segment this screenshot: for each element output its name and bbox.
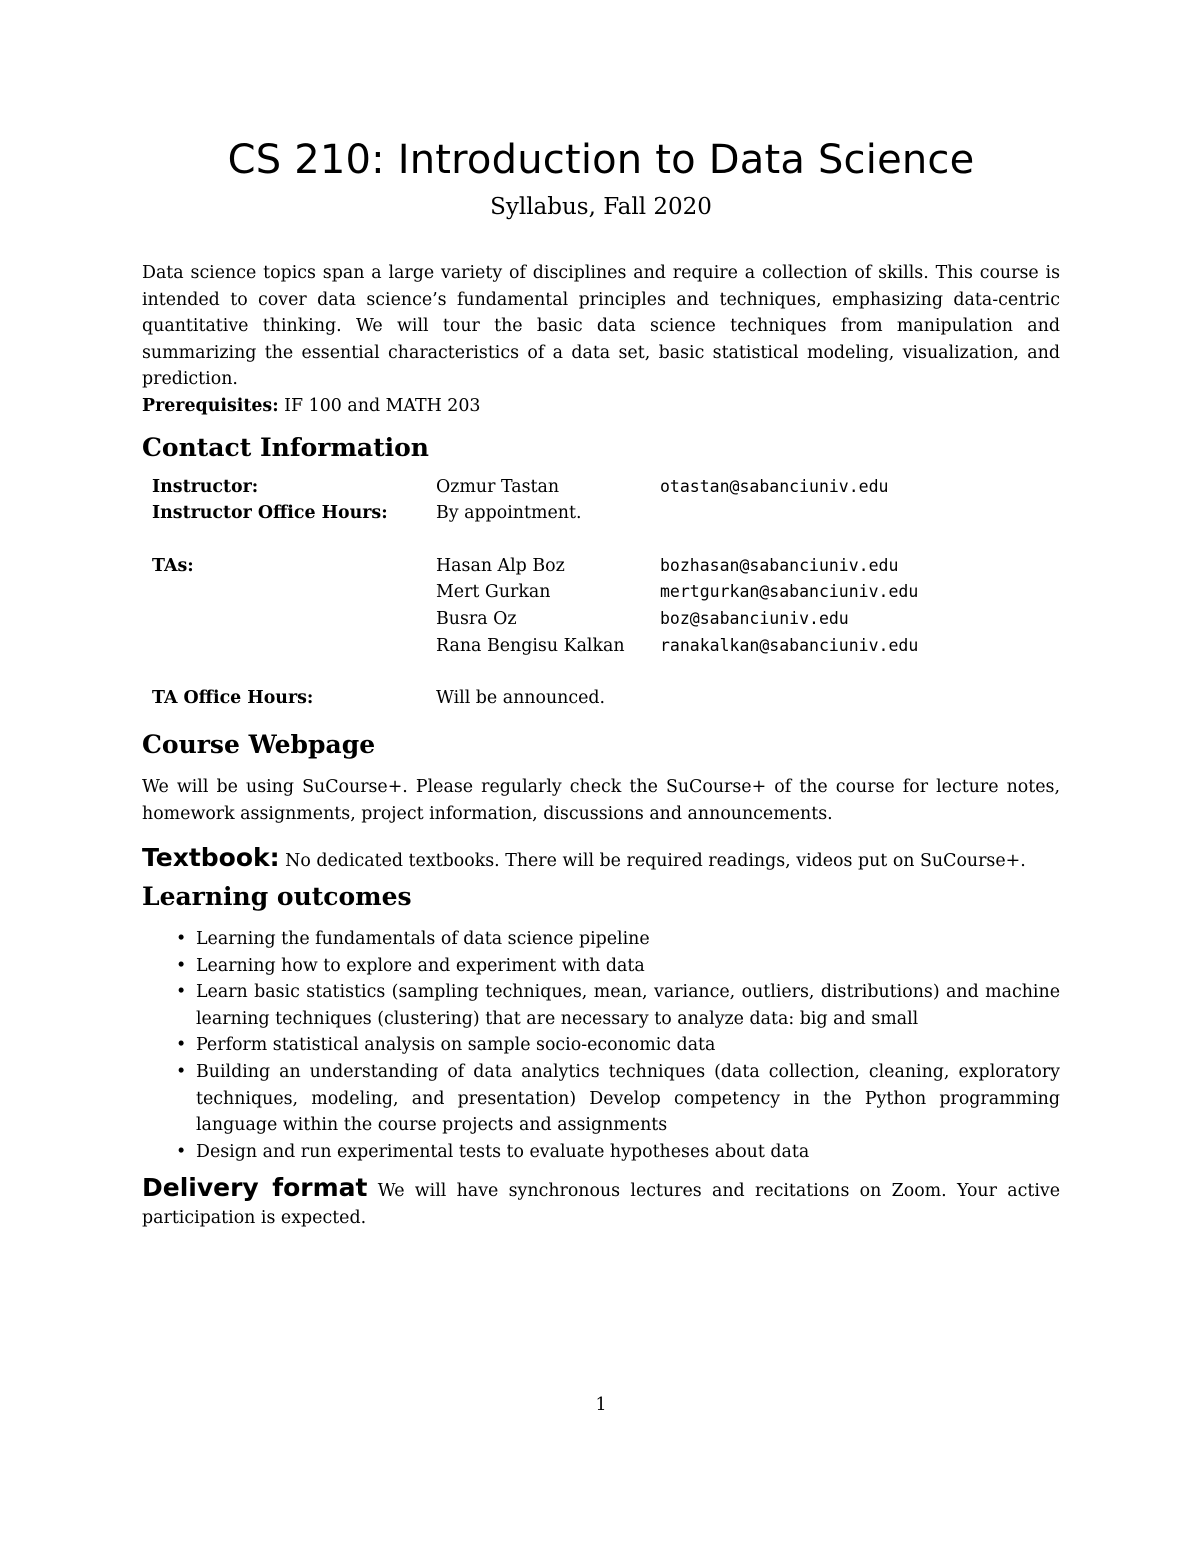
bullet-icon: • (176, 1141, 187, 1162)
prerequisites-label: Prerequisites: (142, 395, 279, 416)
ta-name: Busra Oz (436, 609, 517, 629)
bullet-icon: • (176, 982, 187, 1003)
instructor-label: Instructor: (152, 477, 259, 497)
list-item: • Building an understanding of data analytics techniques (data collection, cleaning, exploratory techniques, modeling, and presentation) Develop competency in the Python programming language within the course projects and assignments (142, 1059, 1060, 1139)
instructor-email[interactable]: otastan@sabanciuniv.edu (660, 477, 889, 496)
prerequisites-line (142, 393, 1060, 420)
outcomes-heading: Learning outcomes (142, 882, 412, 911)
ta-name: Rana Bengisu Kalkan (436, 636, 625, 656)
office-hours-value: By appointment. (436, 503, 582, 523)
ta-office-hours-value: Will be announced. (436, 688, 606, 708)
ta-email[interactable]: mertgurkan@sabanciuniv.edu (660, 582, 919, 601)
bullet-icon: • (176, 929, 187, 949)
document-subtitle: Syllabus, Fall 2020 (490, 194, 712, 220)
bullet-icon: • (176, 955, 187, 976)
delivery-heading: Delivery format (142, 1173, 368, 1202)
textbook-line (142, 842, 1060, 877)
list-item: • Learning the fundamentals of data science pipeline (142, 926, 1060, 953)
tas-label: TAs: (152, 556, 194, 576)
document-page (142, 0, 1060, 1553)
instructor-name: Ozmur Tastan (436, 477, 560, 497)
webpage-text: We will be using SuCourse+. Please regularly check the SuCourse+ of the course for lecture notes, homework assignments, project information, discussions and announcements. (142, 777, 1060, 824)
ta-office-hours-label: TA Office Hours: (152, 688, 314, 708)
bullet-icon: • (176, 1061, 187, 1082)
outcomes-list (142, 926, 1060, 1165)
intro-paragraph: Data science topics span a large variety of disciplines and require a collection of skills. This course is intended to cover data science’s fundamental principles and techniques, emphasizing data-centric quantitative thinking. We will tour the basic data science techniques from manipulation and summarizing the essential characteristics of a data set, basic statistical modeling, visualization, and prediction. (142, 263, 1060, 390)
document-title: CS 210: Introduction to Data Science (227, 137, 975, 183)
delivery-text: We will have synchronous lectures and recitations on Zoom. Your active participation is expected. (142, 1181, 1061, 1228)
textbook-text: No dedicated textbooks. There will be required readings, videos put on SuCourse+. (279, 851, 1026, 871)
textbook-heading: Textbook: (142, 843, 280, 872)
ta-name: Mert Gurkan (436, 582, 551, 602)
ta-name: Hasan Alp Boz (436, 556, 565, 576)
list-item: • Learning how to explore and experiment with data (142, 953, 1060, 980)
ta-email[interactable]: boz@sabanciuniv.edu (660, 609, 849, 628)
page-number: 1 (595, 1395, 607, 1415)
delivery-line (142, 1175, 1060, 1231)
contact-heading: Contact Information (142, 433, 429, 462)
list-item: • Learn basic statistics (sampling techniques, mean, variance, outliers, distributions) and machine learning techniques (clustering) that are necessary to analyze data: big and small (142, 979, 1060, 1032)
list-item: • Design and run experimental tests to evaluate hypotheses about data (142, 1139, 1060, 1166)
bullet-icon: • (176, 1035, 187, 1056)
intro-section (142, 260, 1060, 420)
webpage-heading: Course Webpage (142, 730, 376, 759)
office-hours-label: Instructor Office Hours: (152, 503, 388, 523)
ta-email[interactable]: ranakalkan@sabanciuniv.edu (660, 636, 919, 655)
prerequisites-value: IF 100 and MATH 203 (278, 395, 481, 416)
list-item: • Perform statistical analysis on sample socio-economic data (142, 1032, 1060, 1059)
ta-email[interactable]: bozhasan@sabanciuniv.edu (660, 556, 899, 575)
